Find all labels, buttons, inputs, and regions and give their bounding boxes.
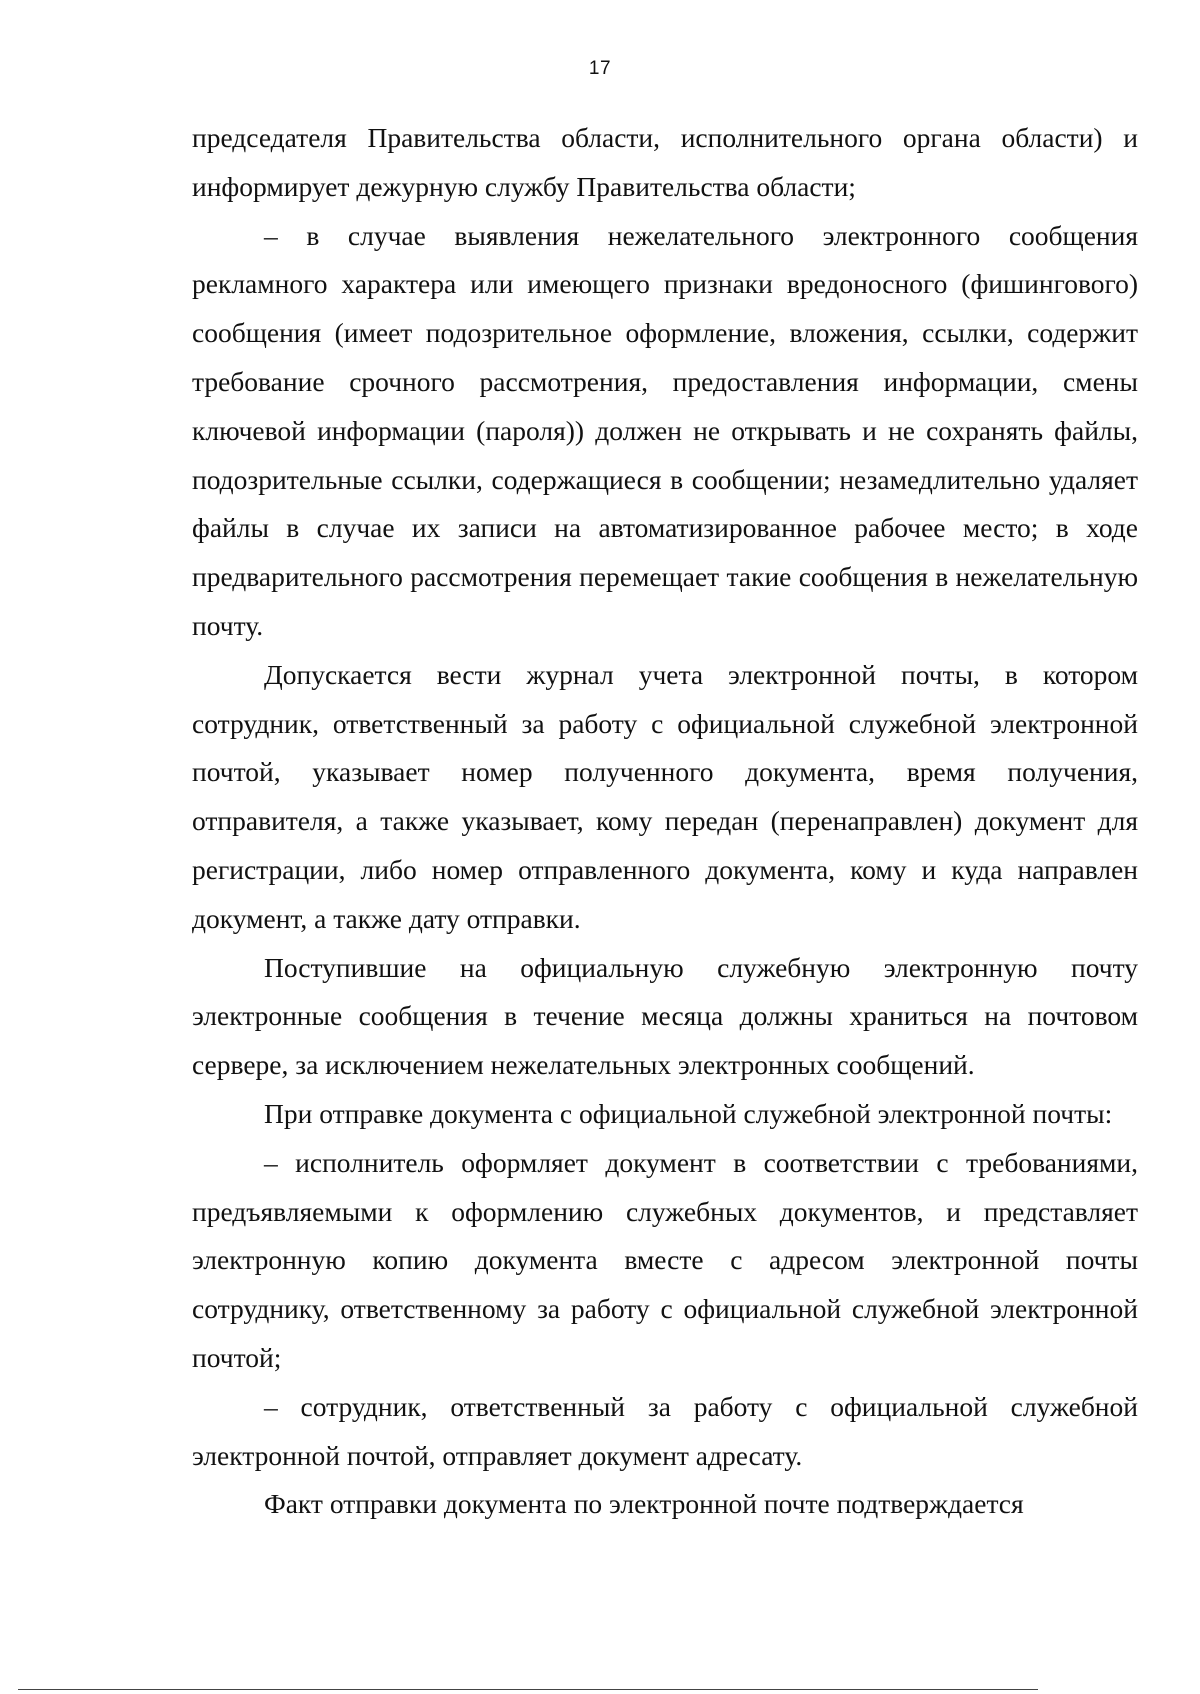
paragraph-sending-confirmation: Факт отправки документа по электронной почте подтверждается xyxy=(264,1488,1024,1520)
paragraph-list-item-spam-handling: – в случае выявления нежелательного электронного сообщения рекламного характера или имеющего признаки вредоносного (фишингового) сообщения (имеет подозрительное оформление, вложения, ссылки, содержит требование срочного рассмотрения, предоставления информации, смены ключевой информации (пароля)) должен не открывать и не сохранять файлы, подозрительные ссылки, содержащиеся в сообщении; незамедлительно удаляет файлы в случае их записи на автоматизированное рабочее место; в ходе предварительного рассмотрения перемещает такие сообщения в нежелательную почту. xyxy=(192,219,1138,641)
page-number: 17 xyxy=(588,58,612,79)
paragraph-email-storage: Поступившие на официальную служебную электронную почту электронные сообщения в течение месяца должны храниться на почтовом сервере, за исключением нежелательных электронных сообщений. xyxy=(192,951,1138,1081)
paragraph-continuation: председателя Правительства области, исполнительного органа области) и информирует дежурную службу Правительства области; xyxy=(192,122,1138,202)
paragraph-sending-intro: При отправке документа с официальной служебной электронной почты: xyxy=(264,1097,1113,1129)
paragraph-email-journal: Допускается вести журнал учета электронной почты, в котором сотрудник, ответственный за работу с официальной служебной электронной почтой, указывает номер полученного документа, время получения, отправителя, а также указывает, кому передан (перенаправлен) документ для регистрации, либо номер отправленного документа, кому и куда направлен документ, а также дату отправки. xyxy=(192,658,1138,934)
paragraph-list-item-executor: – исполнитель оформляет документ в соответствии с требованиями, предъявляемыми к оформлению служебных документов, и представляет электронную копию документа вместе с адресом электронной почты сотруднику, ответственному за работу с официальной служебной электронной почтой; xyxy=(192,1146,1138,1373)
page-bottom-rule xyxy=(18,1689,1038,1690)
paragraph-list-item-employee: – сотрудник, ответственный за работу с официальной служебной электронной почтой, отправляет документ адресату. xyxy=(192,1390,1138,1471)
document-body xyxy=(192,114,1138,1529)
